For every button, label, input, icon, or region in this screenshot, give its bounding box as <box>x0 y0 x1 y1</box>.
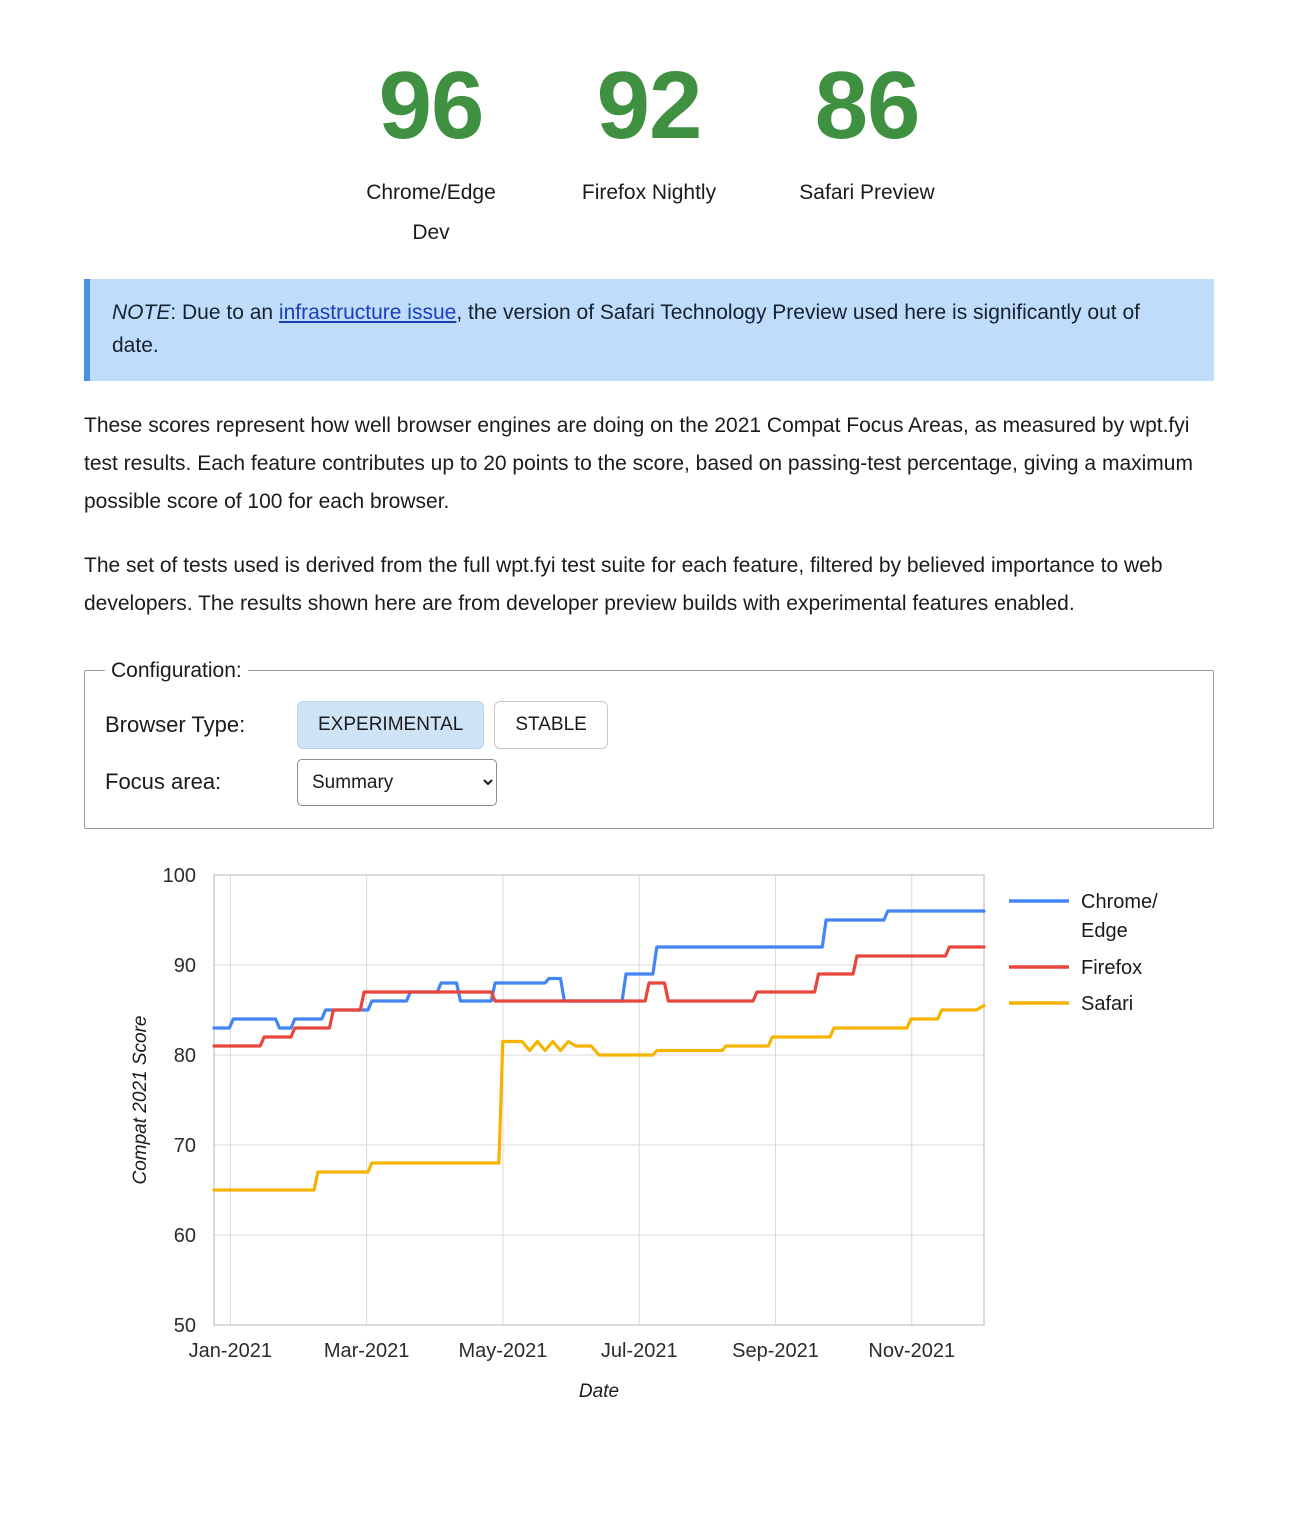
note-prefix: NOTE <box>112 300 171 324</box>
compat-score-chart <box>84 855 1214 1415</box>
experimental-button[interactable]: EXPERIMENTAL <box>297 701 484 749</box>
y-tick-label: 80 <box>173 1044 196 1067</box>
chart-svg <box>84 855 1214 1415</box>
focus-area-row <box>105 759 1193 806</box>
x-tick-label: May-2021 <box>458 1339 548 1362</box>
y-tick-label: 90 <box>173 954 196 977</box>
browser-type-toggle-group <box>297 701 608 749</box>
focus-area-label: Focus area: <box>105 769 222 795</box>
description-paragraph-2: The set of tests used is derived from the full wpt.fyi test suite for each feature, filtered by believed importance to web developers. The results shown here are from developer preview builds with experimental features enabled. <box>84 553 1163 615</box>
score-value: 92 <box>596 52 702 159</box>
series-line <box>214 911 984 1028</box>
browser-type-label: Browser Type: <box>105 711 246 737</box>
infrastructure-issue-link[interactable]: infrastructure issue <box>278 300 457 324</box>
score-value: 86 <box>814 52 920 159</box>
legend-label: Edge <box>1081 919 1128 942</box>
y-tick-label: 70 <box>173 1134 196 1157</box>
configuration-legend: Configuration: <box>111 658 242 682</box>
score-value: 96 <box>378 52 484 159</box>
score-label: Firefox Nightly <box>581 180 717 204</box>
legend-label: Safari <box>1081 992 1134 1015</box>
browser-type-row <box>105 701 1193 749</box>
score-card-safari-preview <box>758 52 976 253</box>
score-card-chrome-edge-dev <box>322 52 540 253</box>
note-text-after: , the version of Safari Technology Preview used here is significantly out of date. <box>112 300 1140 357</box>
x-tick-label: Jan-2021 <box>188 1339 273 1362</box>
x-tick-label: Nov-2021 <box>868 1339 956 1362</box>
y-tick-label: 100 <box>162 864 196 887</box>
y-tick-label: 60 <box>173 1224 196 1247</box>
configuration-panel <box>84 659 1214 829</box>
description-paragraph-1: These scores represent how well browser engines are doing on the 2021 Compat Focus Areas, as measured by wpt.fyi test results. Each feature contributes up to 20 points to the score, based on passing-test percentage, giving a maximum possible score of 100 for each browser. <box>84 413 1193 513</box>
score-label: Safari Preview <box>799 180 935 204</box>
stable-button[interactable]: STABLE <box>494 701 607 749</box>
score-card-firefox-nightly <box>540 52 758 253</box>
y-axis-title: Compat 2021 Score <box>130 1015 151 1185</box>
score-summary <box>84 0 1214 253</box>
note-banner <box>84 279 1214 381</box>
x-axis-title: Date <box>578 1380 620 1402</box>
score-label: Chrome/Edge Dev <box>366 180 496 244</box>
x-tick-label: Sep-2021 <box>732 1339 819 1362</box>
x-tick-label: Jul-2021 <box>600 1339 678 1362</box>
series-line <box>214 947 984 1046</box>
legend-label: Firefox <box>1081 956 1143 979</box>
focus-area-select[interactable] <box>297 759 497 806</box>
series-line <box>214 1005 984 1190</box>
legend-label: Chrome/ <box>1081 890 1158 913</box>
note-text-before: : Due to an <box>170 300 279 324</box>
x-tick-label: Mar-2021 <box>323 1339 410 1362</box>
y-tick-label: 50 <box>173 1314 196 1337</box>
